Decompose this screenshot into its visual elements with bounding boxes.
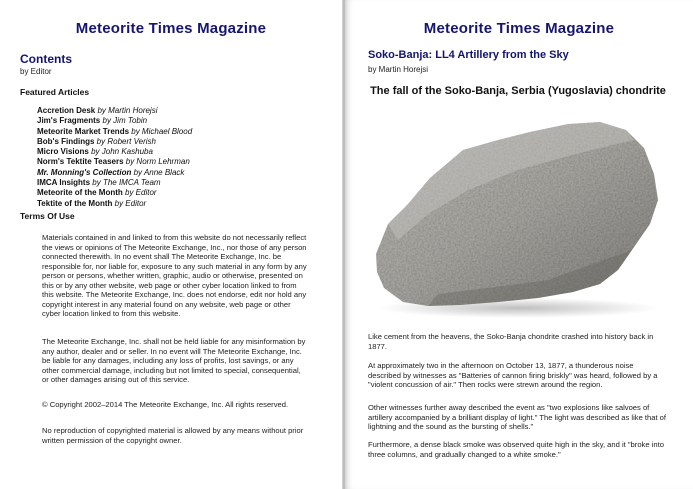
meteorite-photo-icon (368, 112, 668, 324)
featured-articles-list (37, 106, 192, 209)
byline: by Editor (20, 67, 52, 76)
article-section-title: Soko-Banja: LL4 Artillery from the Sky (368, 49, 569, 61)
left-page (0, 0, 343, 489)
article-link[interactable]: Jim's Fragments by Jim Tobin (37, 116, 148, 126)
featured-articles-heading: Featured Articles (20, 87, 90, 97)
article-link[interactable]: Meteorite Market Trends by Michael Blood (37, 126, 193, 136)
right-page (345, 0, 693, 489)
reproduction-notice: No reproduction of copyrighted material is allowed by any means without prior written permission of the copyright owner. (42, 426, 304, 445)
article-link[interactable]: IMCA Insights by The IMCA Team (37, 178, 161, 188)
terms-paragraph: The Meteorite Exchange, Inc. shall not be held liable for any misinformation by any author, dealer and or seller. In no event will The Meteorite Exchange, Inc. be liable for any damages, including any loss of profits, lost savings, or any other commercial damage, including but not limited to special, consequential, or other damages arising out of this service. (42, 337, 306, 384)
article-link[interactable]: Tektite of the Month by Editor (37, 198, 147, 208)
article-link[interactable]: Micro Visions by John Kashuba (37, 147, 153, 157)
terms-heading: Terms Of Use (20, 211, 75, 221)
article-link[interactable]: Accretion Desk by Martin Horejsi (37, 106, 158, 115)
article-paragraph: Other witnesses further away described the event as "two explosions like salvoes of artillery accompanied by a brilliant display of light." The light was described as like that of lightning and the sound as the bursting of shells." (368, 403, 667, 431)
magazine-title: Meteorite Times Magazine (75, 20, 267, 37)
article-paragraph: Furthermore, a dense black smoke was observed quite high in the sky, and it "broke into three columns, and gradually changed to a white smoke." (368, 440, 664, 459)
copyright-notice: © Copyright 2002–2014 The Meteorite Exchange, Inc. All rights reserved. (42, 400, 289, 409)
article-link[interactable]: Norm's Tektite Teasers by Norm Lehrman (37, 157, 190, 167)
magazine-title: Meteorite Times Magazine (423, 20, 615, 37)
article-paragraph: Like cement from the heavens, the Soko-Banja chondrite crashed into history back in 1877. (368, 332, 654, 351)
article-link[interactable]: Bob's Findings by Robert Verish (37, 136, 156, 146)
article-byline: by Martin Horejsi (368, 65, 429, 74)
contents-title: Contents (20, 52, 72, 66)
article-title: The fall of the Soko-Banja, Serbia (Yugoslavia) chondrite (370, 85, 666, 97)
article-link[interactable]: Meteorite of the Month by Editor (37, 188, 157, 198)
article-link[interactable]: Mr. Monning's Collection by Anne Black (37, 167, 185, 177)
terms-paragraph: Materials contained in and linked to from this website do not necessarily reflect the views or opinions of The Meteorite Exchange, Inc., nor those of any person connected therewith. In no event shall The Meteorite Exchange, Inc. be responsible for, nor liable for, exposure to any such material in any form by any person or persons, whether written, graphic, audio or otherwise, presented on this or by any other website, web page or other cyber location linked to from this website. The Meteorite Exchange, Inc. does not endorse, edit nor hold any copyright interest in any material found on any website, web page or other cyber location linked to from this website. (42, 233, 307, 318)
article-paragraph: At approximately two in the afternoon on October 13, 1877, a thunderous noise described by witnesses as "Batteries of cannon firing briskly" was heard, followed by a "violent concussion of air." Then rocks were strewn around the region. (368, 361, 658, 389)
